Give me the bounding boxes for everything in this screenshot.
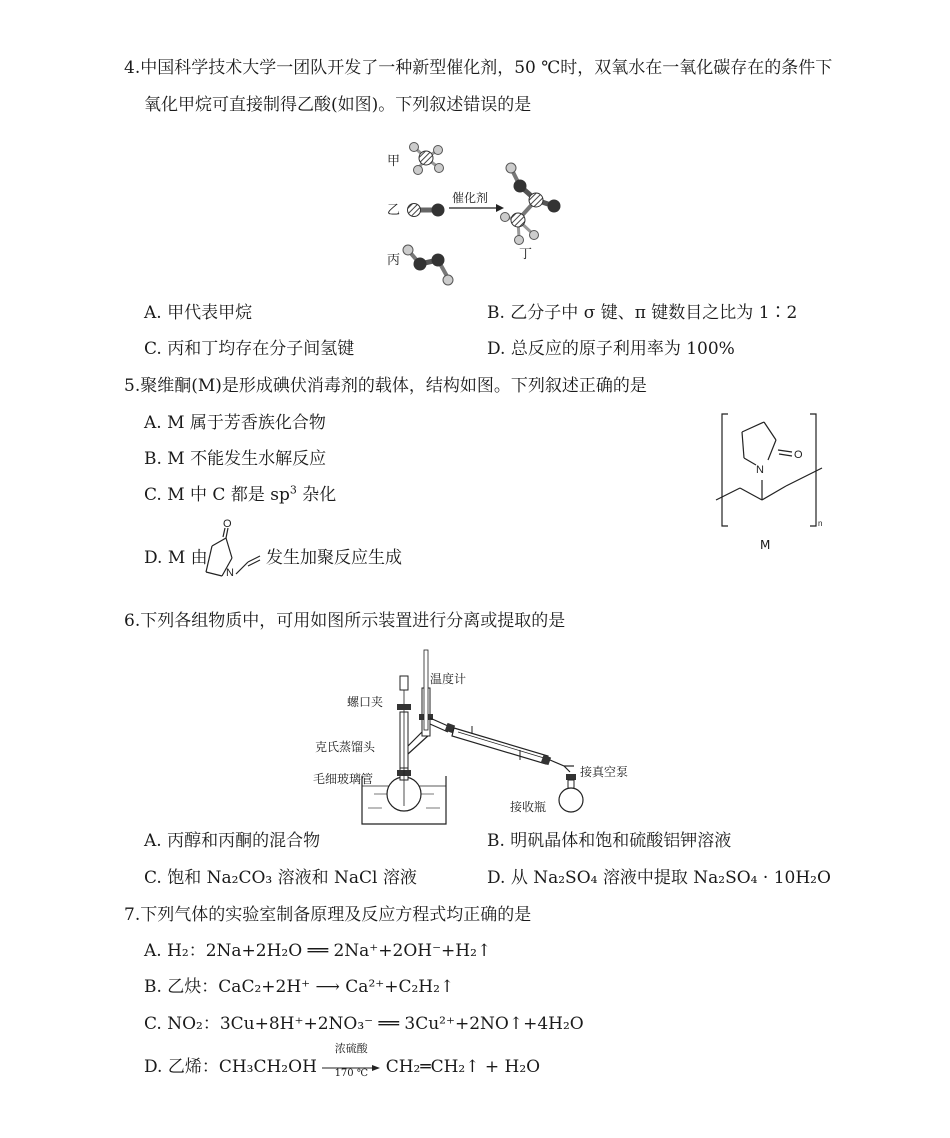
label-vacuum: 接真空泵 — [580, 765, 629, 779]
q6-option-b: B. 明矾晶体和饱和硫酸铝钾溶液 — [487, 831, 732, 851]
q7-stem: 7.下列气体的实验室制备原理及反应方程式均正确的是 — [124, 905, 532, 925]
label-clamp: 螺口夹 — [347, 695, 384, 709]
label-receiver: 接收瓶 — [510, 800, 547, 814]
polymer-m-label: M — [760, 538, 771, 552]
q5-monomer-structure — [196, 520, 268, 585]
q5-option-c-end: 杂化 — [296, 485, 337, 505]
q7-option-d-products: CH₂═CH₂↑ + H₂O — [385, 1057, 541, 1077]
q7-option-a: A. H₂：2Na+2H₂O ══ 2Na⁺+2OH⁻+H₂↑ — [144, 941, 492, 961]
label-yi: 乙 — [387, 203, 401, 218]
q4-stem-line2: 氧化甲烷可直接制得乙酸(如图)。下列叙述错误的是 — [144, 95, 532, 115]
q5-option-d-prefix: D. M 由 — [144, 548, 208, 568]
q7-option-d-cond-bottom: 170 ℃ — [334, 1067, 369, 1079]
q4-option-b: B. 乙分子中 σ 键、π 键数目之比为 1∶2 — [487, 303, 798, 323]
q5-option-b: B. M 不能发生水解反应 — [144, 449, 327, 469]
q4-stem-line1: 4.中国科学技术大学一团队开发了一种新型催化剂，50 ℃时，双氧水在一氧化碳存在的条件下 — [124, 58, 833, 78]
polymer-n-label: N — [756, 464, 764, 476]
q5-polymer-structure — [712, 408, 832, 553]
q6-option-a: A. 丙醇和丙酮的混合物 — [144, 831, 321, 851]
q7-option-c: C. NO₂：3Cu+8H⁺+2NO₃⁻ ══ 3Cu²⁺+2NO↑+4H₂O — [144, 1014, 584, 1034]
reaction-arrowhead — [496, 204, 504, 212]
q7-option-b: B. 乙炔：CaC₂+2H⁺ ⟶ Ca²⁺+C₂H₂↑ — [144, 977, 455, 997]
h2o2-molecule — [403, 245, 453, 285]
q5-stem: 5.聚维酮(M)是形成碘伏消毒剂的载体，结构如图。下列叙述正确的是 — [124, 376, 647, 396]
q4-option-c: C. 丙和丁均存在分子间氢键 — [144, 339, 355, 359]
label-capillary: 毛细玻璃管 — [313, 772, 374, 786]
q4-option-d: D. 总反应的原子利用率为 100% — [487, 339, 735, 359]
monomer-o-label: O — [223, 518, 232, 530]
q6-apparatus-figure — [360, 648, 620, 828]
q6-option-d: D. 从 Na₂SO₄ 溶液中提取 Na₂SO₄ · 10H₂O — [487, 868, 831, 888]
q5-option-c-text: C. M 中 C 都是 sp — [144, 485, 290, 505]
label-ding: 丁 — [519, 247, 533, 262]
q6-stem: 6.下列各组物质中，可用如图所示装置进行分离或提取的是 — [124, 611, 566, 631]
polymer-n-subscript: n — [818, 519, 823, 528]
monomer-n-label: N — [226, 567, 234, 579]
q5-option-a: A. M 属于芳香族化合物 — [144, 413, 326, 433]
polymer-o-label: O — [794, 449, 803, 461]
q7-option-d-reactant: D. 乙烯：CH₃CH₂OH — [144, 1057, 317, 1077]
label-claisen: 克氏蒸馏头 — [315, 740, 376, 754]
methane-molecule — [410, 143, 444, 175]
label-catalyst: 催化剂 — [452, 191, 489, 205]
label-jia: 甲 — [387, 154, 401, 169]
q4-option-a: A. 甲代表甲烷 — [144, 303, 253, 323]
q7-option-d — [144, 1041, 541, 1079]
label-thermometer: 温度计 — [430, 672, 467, 686]
label-bing: 丙 — [387, 253, 401, 268]
acetic-acid-molecule — [501, 163, 561, 245]
q4-molecule-figure — [378, 130, 578, 295]
q5-option-c-sup: 3 — [289, 483, 297, 497]
q5-option-c — [144, 484, 336, 506]
co-molecule — [408, 204, 445, 217]
q5-option-d-suffix: 发生加聚反应生成 — [266, 548, 402, 568]
q7-option-d-cond-top: 浓硫酸 — [334, 1041, 368, 1055]
q7-option-d-arrow — [322, 1041, 380, 1079]
q6-option-c: C. 饱和 Na₂CO₃ 溶液和 NaCl 溶液 — [144, 868, 417, 888]
